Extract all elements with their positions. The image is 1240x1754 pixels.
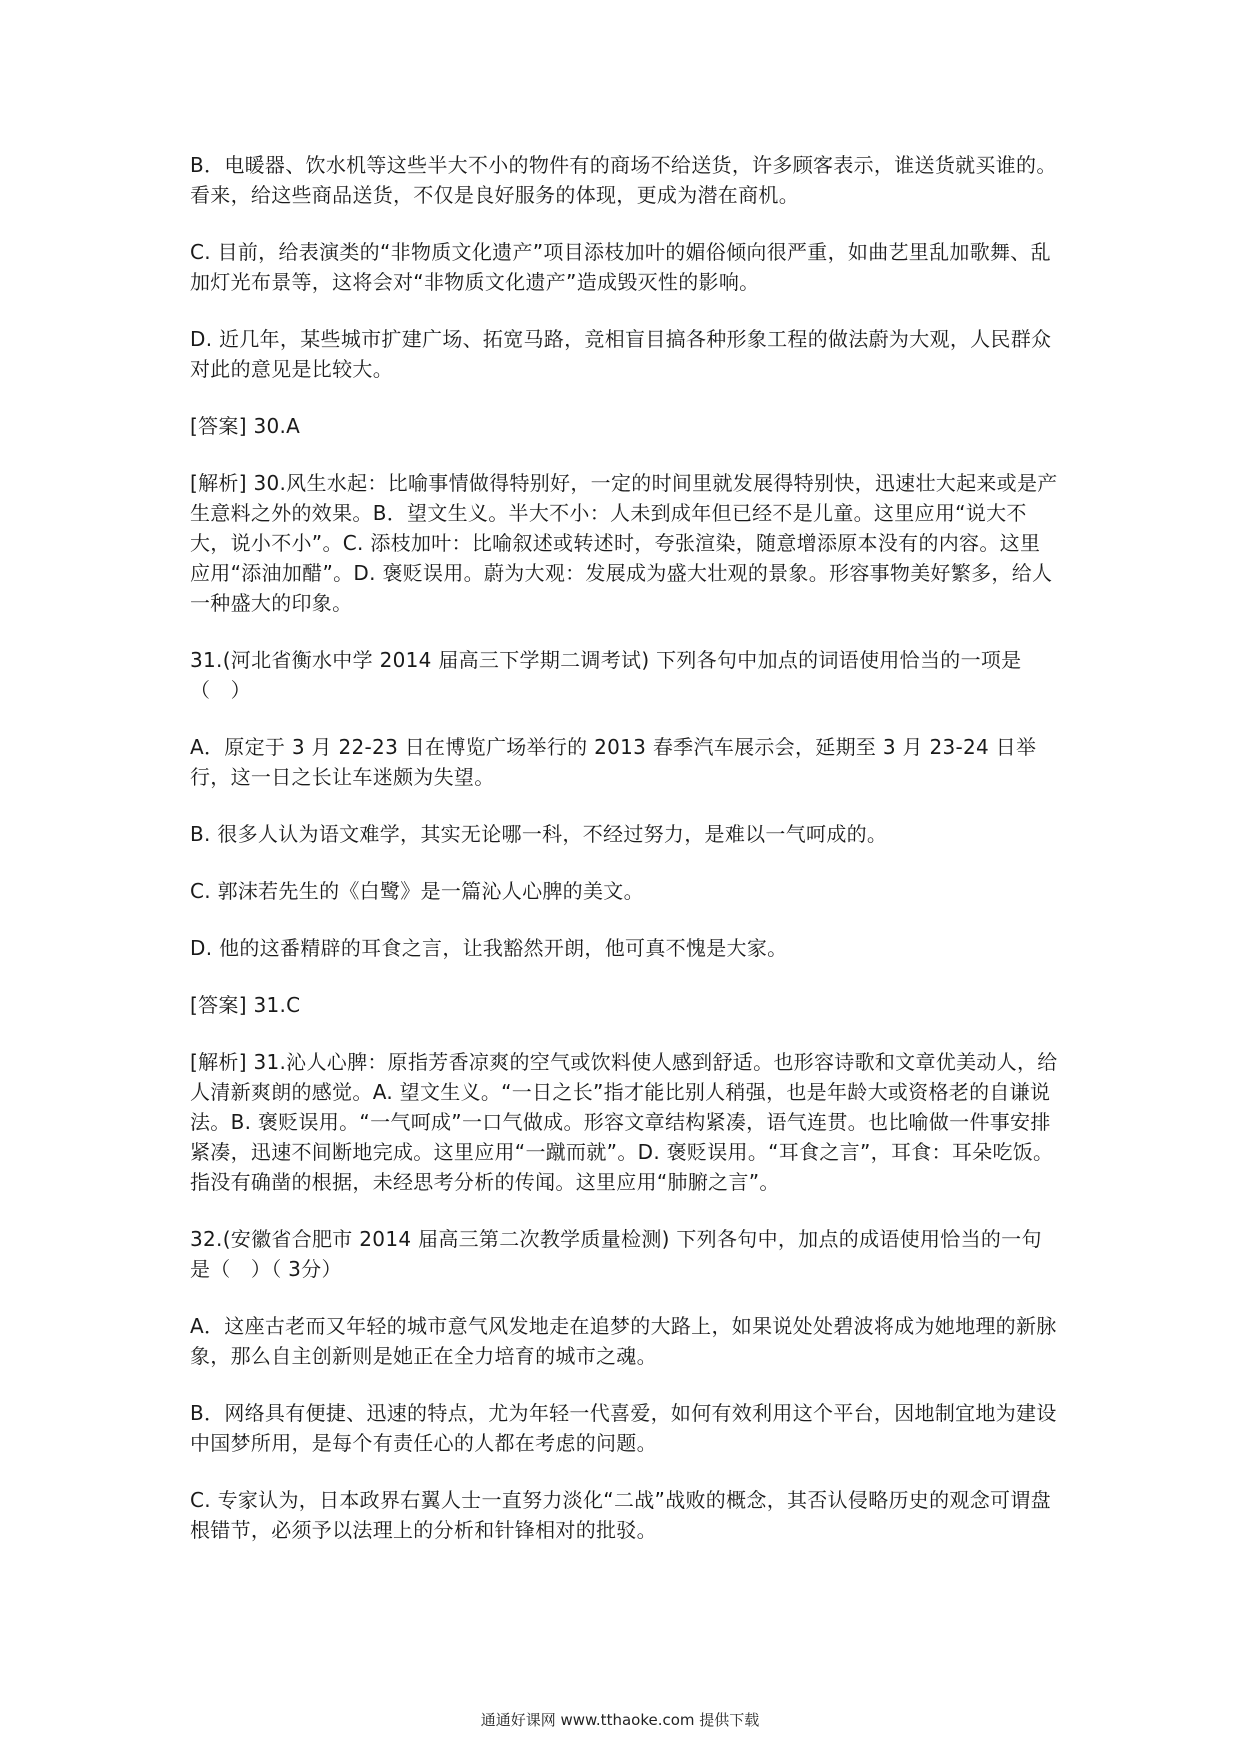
answer-q30: [答案] 30.A bbox=[190, 414, 301, 438]
option-d-q30: D. 近几年，某些城市扩建广场、拓宽马路，竞相盲目搞各种形象工程的做法蔚为大观，人民群众对此的意见是比较大。 bbox=[190, 327, 1052, 381]
option-a-q31: A．原定于 3 月 22-23 日在博览广场举行的 2013 春季汽车展示会，延期至 3 月 23-24 日举行，这一日之长让车迷颇为失望。 bbox=[190, 735, 1037, 789]
option-b-q31: B. 很多人认为语文难学，其实无论哪一科，不经过努力，是难以一气呵成的。 bbox=[190, 822, 888, 846]
answer-q31: [答案] 31.C bbox=[190, 993, 301, 1017]
option-c-q31: C. 郭沫若先生的《白鹭》是一篇沁人心脾的美文。 bbox=[190, 879, 644, 903]
document-body bbox=[190, 150, 1060, 1572]
option-c-q30: C. 目前，给表演类的“非物质文化遗产”项目添枝加叶的媚俗倾向很严重，如曲艺里乱加歌舞、乱加灯光布景等，这将会对“非物质文化遗产”造成毁灭性的影响。 bbox=[190, 240, 1051, 294]
option-a-q32: A．这座古老而又年轻的城市意气风发地走在追梦的大路上，如果说处处碧波将成为她地理的新脉象，那么自主创新则是她正在全力培育的城市之魂。 bbox=[190, 1314, 1057, 1368]
page-footer: 通通好课网 www.tthaoke.com 提供下载 bbox=[480, 1711, 760, 1729]
option-b-q30: B．电暖器、饮水机等这些半大不小的物件有的商场不给送货，许多顾客表示，谁送货就买谁的。看来，给这些商品送货，不仅是良好服务的体现，更成为潜在商机。 bbox=[190, 153, 1057, 207]
option-c-q32: C. 专家认为，日本政界右翼人士一直努力淡化“二战”战败的概念，其否认侵略历史的观念可谓盘根错节，必须予以法理上的分析和针锋相对的批驳。 bbox=[190, 1488, 1051, 1542]
analysis-q31: [解析] 31.沁人心脾：原指芳香凉爽的空气或饮料使人感到舒适。也形容诗歌和文章优美动人，给人清新爽朗的感觉。A. 望文生义。“一日之长”指才能比别人稍强，也是年龄大或资格老的自谦说法。B. 褒贬误用。“一气呵成”一口气做成。形容文章结构紧凑，语气连贯。也比喻做一件事安排紧凑，迅速不间断地完成。这里应用“一蹴而就”。D. 褒贬误用。“耳食之言”，耳食：耳朵吃饭。指没有确凿的根据，未经思考分析的传闻。这里应用“肺腑之言”。 bbox=[190, 1050, 1058, 1194]
analysis-q30: [解析] 30.风生水起：比喻事情做得特别好，一定的时间里就发展得特别快，迅速壮大起来或是产生意料之外的效果。B．望文生义。半大不小：人未到成年但已经不是儿童。这里应用“说大不大，说小不小”。C. 添枝加叶：比喻叙述或转述时，夸张渲染，随意增添原本没有的内容。这里应用“添油加醋”。D. 褒贬误用。蔚为大观：发展成为盛大壮观的景象。形容事物美好繁多，给人一种盛大的印象。 bbox=[190, 471, 1058, 615]
option-b-q32: B．网络具有便捷、迅速的特点，尤为年轻一代喜爱，如何有效利用这个平台，因地制宜地为建设中国梦所用，是每个有责任心的人都在考虑的问题。 bbox=[190, 1401, 1057, 1455]
option-d-q31: D. 他的这番精辟的耳食之言，让我豁然开朗，他可真不愧是大家。 bbox=[190, 936, 788, 960]
question-31: 31.(河北省衡水中学 2014 届高三下学期二调考试) 下列各句中加点的词语使用恰当的一项是（ ） bbox=[190, 648, 1022, 702]
question-32: 32.(安徽省合肥市 2014 届高三第二次教学质量检测) 下列各句中，加点的成语使用恰当的一句是（ ）（ 3分） bbox=[190, 1227, 1042, 1281]
